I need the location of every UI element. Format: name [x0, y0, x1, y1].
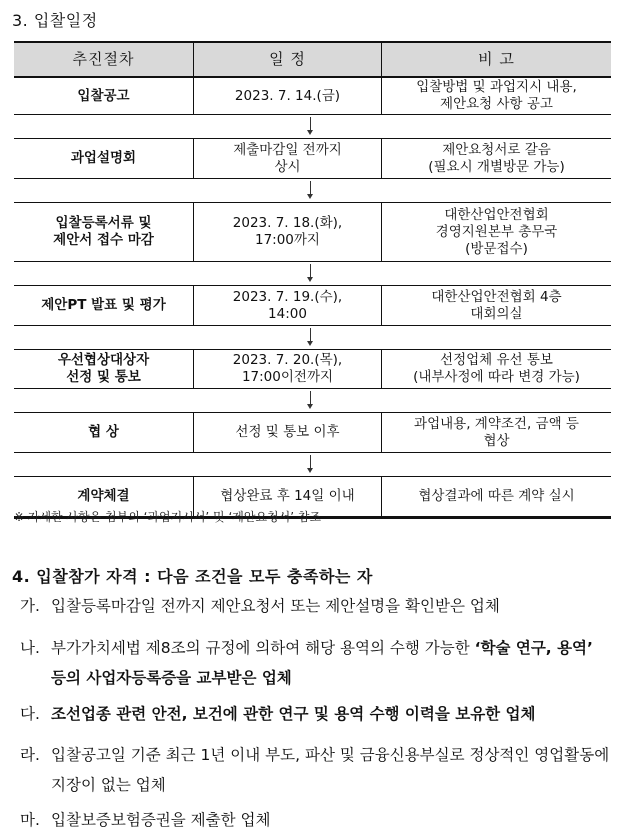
note-cell: 대한산업안전협회 4층 대회의실: [381, 286, 611, 325]
item-text: 입찰공고일 기준 최근 1년 이내 부도, 파산 및 금융신용부실로 정상적인 영업활동에 지장이 없는 업체: [51, 746, 610, 794]
item-text-bold: ‘학술 연구, 용역’ 등의 사업자등록증을 교부받은 업체: [51, 639, 593, 687]
header-note: 비 고: [381, 43, 611, 76]
step-cell: 우선협상대상자 선정 및 통보: [57, 352, 150, 385]
schedule-cell: 제출마감일 전까지 상시: [193, 139, 381, 178]
note-cell: 입찰방법 및 과업지시 내용, 제안요청 사항 공고: [381, 78, 611, 114]
flow-gap: [14, 389, 611, 412]
note-cell: 대한산업안전협회 경영지원본부 총무국 (방문접수): [381, 203, 611, 261]
schedule-cell: 2023. 7. 19.(수), 14:00: [193, 286, 381, 325]
item-marker: 마.: [20, 811, 40, 829]
down-arrow-icon: [310, 391, 311, 406]
qualification-item: [20, 633, 612, 693]
item-text: 입찰등록마감일 전까지 제안요청서 또는 제안설명을 확인받은 업체: [51, 597, 500, 615]
section-3-title: 3. 입찰일정: [12, 11, 98, 30]
header-schedule: 일 정: [193, 43, 381, 76]
table-row: [14, 349, 611, 389]
item-text: 입찰보증보험증권을 제출한 업체: [51, 811, 271, 829]
table-row: [14, 78, 611, 115]
header-step: 추진절차: [72, 50, 135, 68]
step-cell: 과업설명회: [70, 150, 137, 166]
schedule-cell: 2023. 7. 14.(금): [193, 78, 381, 114]
qualification-item: [20, 591, 612, 621]
step-cell: 계약체결: [77, 488, 130, 504]
table-row: [14, 285, 611, 326]
note-cell: 과업내용, 계약조건, 금액 등 협상: [381, 413, 611, 452]
down-arrow-icon: [310, 264, 311, 279]
schedule-cell: 2023. 7. 20.(목), 17:00이전까지: [193, 350, 381, 388]
flow-gap: [14, 453, 611, 476]
down-arrow-icon: [310, 181, 311, 196]
item-text: 부가가치세법 제8조의 규정에 의하여 해당 용역의 수행 가능한: [51, 639, 475, 657]
qualification-item: [20, 740, 612, 800]
item-marker: 나.: [20, 639, 40, 657]
schedule-cell: 협상완료 후 14일 이내: [193, 477, 381, 516]
schedule-cell: 선정 및 통보 이후: [193, 413, 381, 452]
qualification-item: [20, 699, 612, 729]
section-4-title: 4. 입찰참가 자격 : 다음 조건을 모두 충족하는 자: [12, 567, 373, 586]
table-row: [14, 202, 611, 262]
step-cell: 입찰공고: [77, 87, 130, 104]
note-cell: 협상결과에 따른 계약 실시: [381, 477, 611, 516]
step-cell: 협 상: [88, 424, 119, 440]
down-arrow-icon: [310, 455, 311, 470]
qualification-item: [20, 805, 612, 835]
note-cell: 선정업체 유선 통보 (내부사정에 따라 변경 가능): [381, 350, 611, 388]
down-arrow-icon: [310, 328, 311, 343]
item-marker: 가.: [20, 597, 40, 615]
flow-gap: [14, 326, 611, 349]
table-header-row: [14, 41, 611, 78]
schedule-footnote: ※ 자세한 사항은 첨부의 ‘과업지시서’ 및 ‘제안요청서’ 참조: [14, 510, 322, 524]
flow-gap: [14, 179, 611, 202]
note-cell: 제안요청서로 갈음 (필요시 개별방문 가능): [381, 139, 611, 178]
schedule-cell: 2023. 7. 18.(화), 17:00까지: [193, 203, 381, 261]
step-cell: 제안PT 발표 및 평가: [41, 297, 166, 313]
table-row: [14, 412, 611, 453]
down-arrow-icon: [310, 117, 311, 132]
item-marker: 다.: [20, 705, 40, 723]
step-cell: 입찰등록서류 및 제안서 접수 마감: [53, 215, 154, 248]
item-text: 조선업종 관련 안전, 보건에 관한 연구 및 용역 수행 이력을 보유한 업체: [51, 705, 536, 723]
flow-gap: [14, 262, 611, 285]
flow-gap: [14, 115, 611, 138]
bid-schedule-table: [14, 41, 611, 519]
item-marker: 라.: [20, 746, 40, 764]
table-row: [14, 138, 611, 179]
